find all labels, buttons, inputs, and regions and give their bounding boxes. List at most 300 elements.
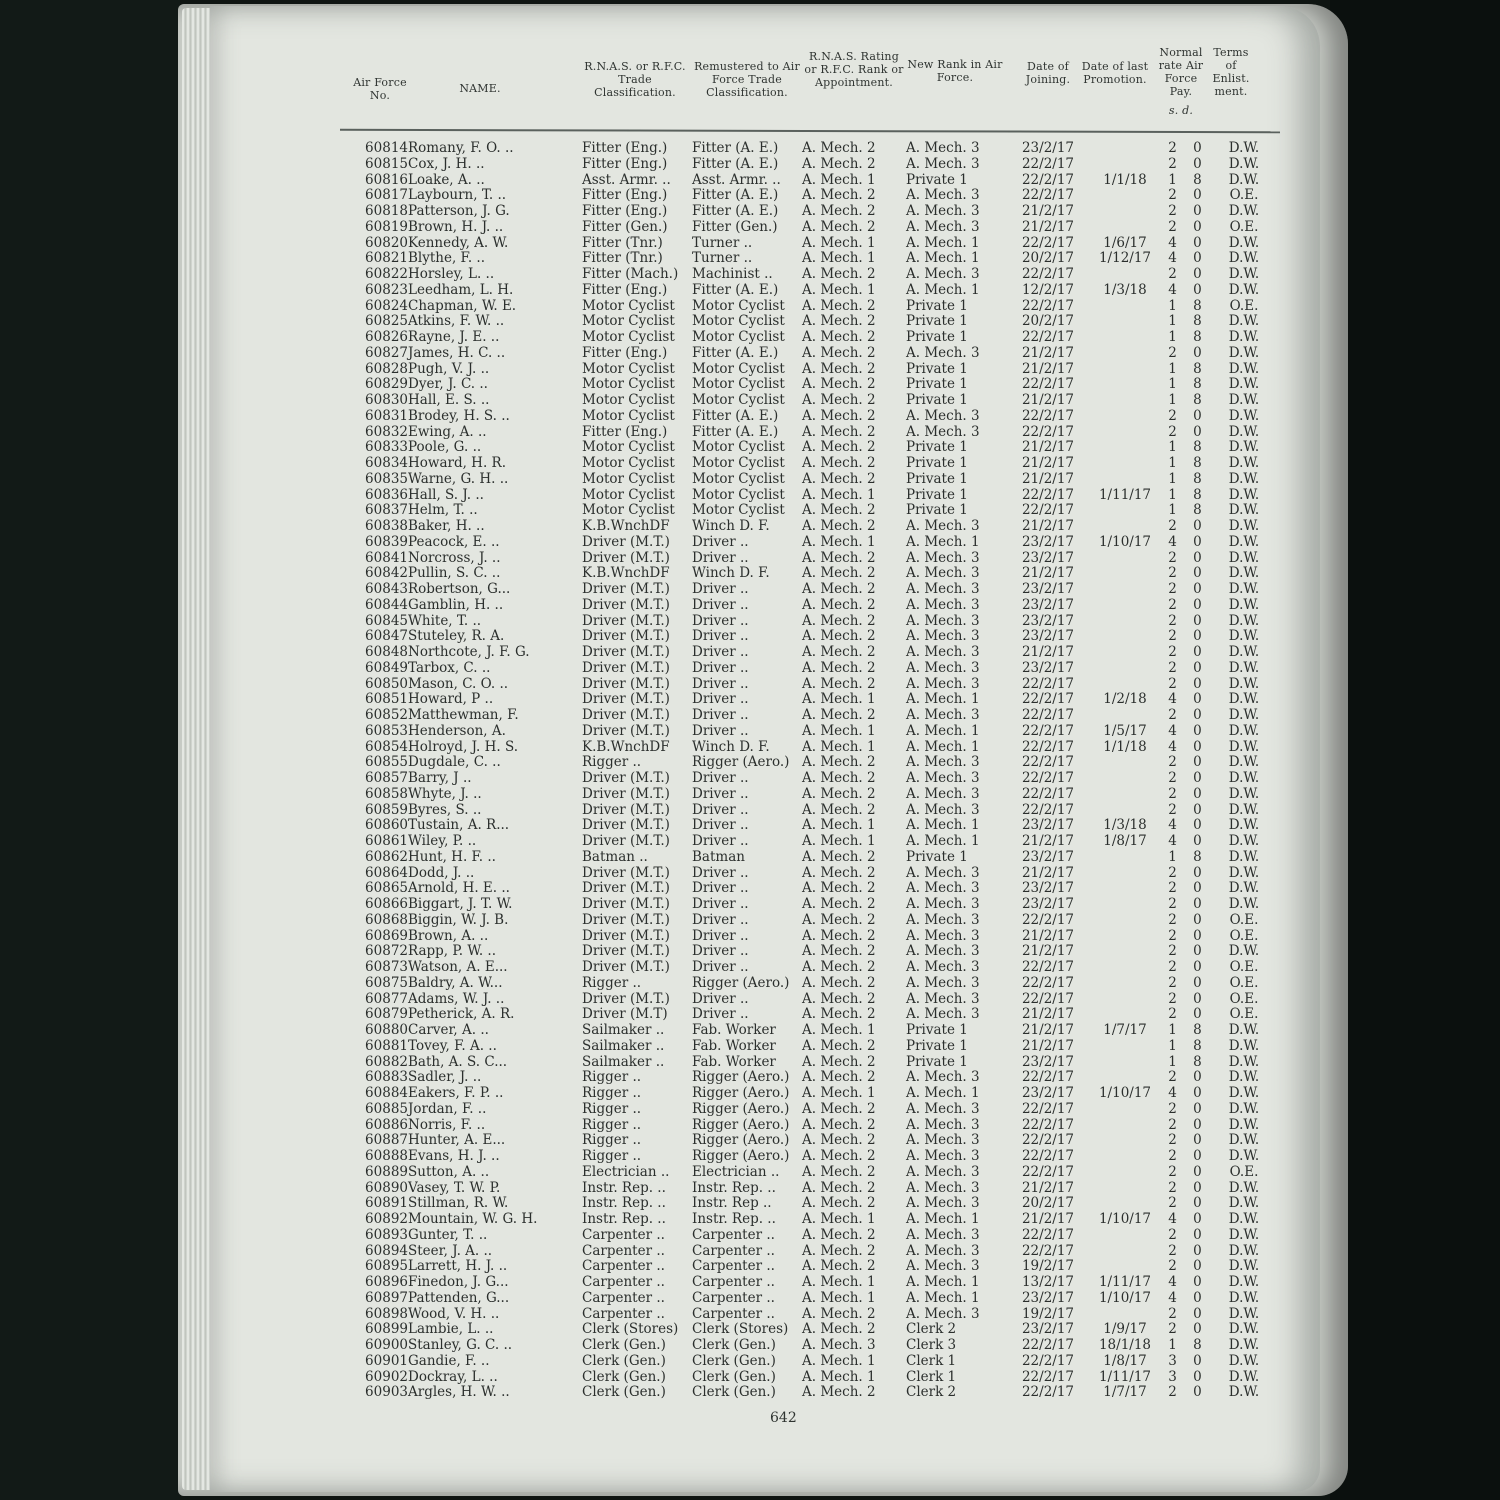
table-row [210, 1022, 1320, 1038]
cell-name: Matthewman, F. [408, 707, 519, 723]
cell-no: 60896 [365, 1274, 408, 1290]
cell-no: 60842 [365, 565, 408, 582]
cell-no: 60828 [365, 360, 408, 377]
cell-pay: 1 8 [1168, 171, 1208, 188]
cell-terms: D.W. [1228, 880, 1260, 897]
table-row [210, 156, 1320, 172]
cell-date-joining: 23/2/17 [1021, 596, 1075, 613]
cell-new-rank: A. Mech. 3 [906, 549, 980, 566]
cell-pay: 2 0 [1168, 974, 1208, 991]
cell-new-rank: Private 1 [906, 329, 968, 345]
cell-pay: 2 0 [1168, 1179, 1208, 1196]
cell-trade: K.B.WnchDF [582, 518, 670, 534]
cell-rating: A. Mech. 3 [802, 1337, 876, 1353]
cell-rating: A. Mech. 2 [802, 1321, 876, 1338]
cell-pay: 4 0 [1168, 250, 1208, 267]
cell-pay: 2 0 [1168, 218, 1208, 235]
cell-trade: Carpenter .. [582, 1274, 665, 1290]
cell-trade: Motor Cyclist [582, 455, 675, 471]
cell-pay: 2 0 [1168, 943, 1208, 960]
cell-rating: A. Mech. 1 [802, 533, 876, 550]
cell-no: 60887 [365, 1132, 408, 1149]
cell-rating: A. Mech. 1 [802, 1085, 876, 1101]
cell-name: Tarbox, C. .. [408, 659, 491, 676]
cell-pay: 3 0 [1168, 1352, 1208, 1369]
cell-name: Robertson, G... [408, 581, 511, 597]
cell-new-rank: A. Mech. 1 [906, 234, 980, 251]
cell-new-rank: A. Mech. 3 [906, 1132, 980, 1149]
cell-rating: A. Mech. 1 [802, 1368, 876, 1385]
cell-name: Patterson, J. G. [408, 203, 510, 219]
cell-new-rank: Clerk 1 [906, 1352, 957, 1369]
cell-trade: Driver (M.T.) [582, 880, 670, 897]
cell-date-joining: 21/2/17 [1021, 439, 1075, 456]
cell-remustered: Fitter (A. E.) [692, 140, 779, 156]
table-row [210, 1258, 1320, 1274]
cell-date-promotion: 1/8/17 [1103, 833, 1147, 849]
cell-name: Finedon, J. G... [408, 1274, 509, 1290]
cell-no: 60855 [365, 754, 408, 771]
cell-name: Tovey, F. A. .. [408, 1037, 497, 1054]
cell-date-promotion: 1/2/18 [1103, 691, 1147, 708]
cell-remustered: Motor Cyclist [692, 376, 785, 393]
cell-date-joining: 23/2/17 [1021, 659, 1075, 676]
cell-pay: 1 8 [1168, 376, 1208, 393]
cell-new-rank: Clerk 2 [906, 1384, 957, 1401]
cell-no: 60880 [365, 1022, 408, 1038]
cell-trade: Driver (M.T.) [582, 691, 670, 708]
cell-no: 60822 [365, 266, 408, 282]
cell-no: 60830 [365, 392, 408, 408]
cell-terms: O.E. [1229, 974, 1259, 991]
ledger-page [210, 6, 1320, 1492]
table-row [210, 865, 1320, 881]
cell-remustered: Motor Cyclist [692, 486, 785, 503]
cell-no: 60859 [365, 801, 408, 818]
cell-pay: 4 0 [1168, 234, 1208, 251]
cell-no: 60900 [365, 1337, 408, 1353]
cell-no: 60884 [365, 1085, 408, 1101]
table-row [210, 1353, 1320, 1369]
cell-trade: Rigger .. [582, 1116, 642, 1133]
cell-date-joining: 22/2/17 [1021, 266, 1075, 282]
cell-trade: Sailmaker .. [582, 1053, 665, 1070]
cell-rating: A. Mech. 2 [802, 455, 876, 471]
cell-date-promotion: 1/1/18 [1103, 738, 1147, 755]
cell-pay: 2 0 [1168, 612, 1208, 629]
table-row [210, 172, 1320, 188]
cell-name: Bath, A. S. C... [408, 1053, 508, 1070]
cell-remustered: Driver .. [692, 628, 749, 645]
cell-remustered: Motor Cyclist [692, 360, 785, 377]
cell-date-promotion: 1/7/17 [1103, 1022, 1147, 1038]
table-row [210, 770, 1320, 786]
cell-rating: A. Mech. 2 [802, 801, 876, 818]
cell-date-joining: 22/2/17 [1021, 329, 1075, 345]
cell-date-joining: 23/2/17 [1021, 549, 1075, 566]
table-row [210, 298, 1320, 314]
cell-rating: A. Mech. 1 [802, 722, 876, 739]
cell-remustered: Driver .. [692, 943, 749, 960]
cell-terms: D.W. [1228, 329, 1260, 345]
cell-no: 60866 [365, 896, 408, 912]
cell-remustered: Turner .. [692, 250, 753, 267]
table-row [210, 1337, 1320, 1353]
cell-new-rank: A. Mech. 3 [906, 911, 980, 928]
cell-rating: A. Mech. 2 [802, 974, 876, 991]
cell-pay: 1 8 [1168, 1053, 1208, 1070]
cell-remustered: Fitter (A. E.) [692, 423, 779, 440]
cell-rating: A. Mech. 2 [802, 203, 876, 219]
cell-pay: 1 8 [1168, 1037, 1208, 1054]
cell-pay: 4 0 [1168, 281, 1208, 298]
cell-terms: D.W. [1228, 234, 1260, 251]
cell-date-joining: 21/2/17 [1021, 1179, 1075, 1196]
cell-name: Loake, A. .. [408, 171, 485, 188]
cell-date-joining: 22/2/17 [1021, 738, 1075, 755]
cell-trade: Fitter (Eng.) [582, 423, 668, 440]
cell-remustered: Electrician .. [692, 1163, 780, 1180]
cell-remustered: Driver .. [692, 801, 749, 818]
cell-pay: 2 0 [1168, 155, 1208, 172]
cell-name: Blythe, F. .. [408, 250, 485, 267]
cell-rating: A. Mech. 2 [802, 659, 876, 676]
cell-date-joining: 22/2/17 [1021, 486, 1075, 503]
cell-remustered: Driver .. [692, 675, 749, 692]
table-row [210, 691, 1320, 707]
cell-name: Tustain, A. R... [408, 817, 510, 834]
cell-rating: A. Mech. 2 [802, 1069, 876, 1086]
cell-rating: A. Mech. 1 [802, 1022, 876, 1038]
cell-new-rank: Private 1 [906, 848, 968, 865]
cell-remustered: Driver .. [692, 785, 749, 802]
cell-date-joining: 22/2/17 [1021, 801, 1075, 818]
cell-no: 60819 [365, 218, 408, 235]
cell-name: Biggart, J. T. W. [408, 896, 513, 912]
cell-remustered: Rigger (Aero.) [692, 1085, 790, 1101]
cell-terms: D.W. [1228, 628, 1260, 645]
cell-trade: Driver (M.T.) [582, 911, 670, 928]
cell-terms: D.W. [1228, 1037, 1260, 1054]
cell-name: Horsley, L. .. [408, 266, 495, 282]
cell-new-rank: A. Mech. 3 [906, 187, 980, 204]
cell-no: 60826 [365, 329, 408, 345]
cell-remustered: Driver .. [692, 722, 749, 739]
cell-name: Brodey, H. S. .. [408, 407, 510, 424]
cell-date-promotion: 1/5/17 [1103, 722, 1147, 739]
cell-name: Steer, J. A. .. [408, 1242, 493, 1259]
table-row [210, 266, 1320, 282]
cell-name: Howard, H. R. [408, 455, 506, 471]
cell-trade: Rigger .. [582, 1148, 642, 1164]
cell-name: Larrett, H. J. .. [408, 1258, 508, 1275]
cell-no: 60892 [365, 1211, 408, 1227]
cell-date-joining: 22/2/17 [1021, 1352, 1075, 1369]
cell-trade: Clerk (Gen.) [582, 1368, 666, 1385]
table-row [210, 534, 1320, 550]
table-row [210, 1306, 1320, 1322]
cell-pay: 2 0 [1168, 1163, 1208, 1180]
cell-name: Holroyd, J. H. S. [408, 738, 519, 755]
cell-date-joining: 22/2/17 [1021, 1368, 1075, 1385]
cell-name: Barry, J .. [408, 770, 472, 786]
cell-trade: Rigger .. [582, 974, 642, 991]
cell-trade: Fitter (Mach.) [582, 266, 679, 282]
cell-new-rank: A. Mech. 3 [906, 754, 980, 771]
table-row [210, 628, 1320, 644]
cell-terms: D.W. [1228, 612, 1260, 629]
header-remustered: Remustered to Air Force Trade Classification. [694, 60, 800, 99]
cell-terms: D.W. [1228, 171, 1260, 188]
table-row [210, 1290, 1320, 1306]
cell-trade: Fitter (Eng.) [582, 187, 668, 204]
table-row [210, 581, 1320, 597]
cell-no: 60816 [365, 171, 408, 188]
cell-no: 60818 [365, 203, 408, 219]
cell-no: 60862 [365, 848, 408, 865]
cell-new-rank: Private 1 [906, 439, 968, 456]
cell-trade: K.B.WnchDF [582, 565, 670, 582]
cell-name: Northcote, J. F. G. [408, 644, 530, 660]
cell-trade: Instr. Rep. .. [582, 1211, 666, 1227]
cell-pay: 2 0 [1168, 675, 1208, 692]
cell-rating: A. Mech. 2 [802, 344, 876, 361]
cell-no: 60832 [365, 423, 408, 440]
cell-new-rank: A. Mech. 1 [906, 817, 980, 834]
cell-pay: 2 0 [1168, 659, 1208, 676]
cell-date-joining: 21/2/17 [1021, 864, 1075, 881]
cell-trade: Driver (M.T.) [582, 990, 670, 1007]
cell-no: 60837 [365, 502, 408, 519]
table-row [210, 187, 1320, 203]
cell-trade: Driver (M.T.) [582, 659, 670, 676]
cell-new-rank: A. Mech. 3 [906, 770, 980, 786]
cell-trade: Electrician .. [582, 1163, 670, 1180]
cell-date-joining: 22/2/17 [1021, 423, 1075, 440]
header-name: NAME. [459, 82, 501, 95]
cell-no: 60891 [365, 1195, 408, 1212]
cell-remustered: Instr. Rep. .. [692, 1211, 776, 1227]
cell-no: 60834 [365, 455, 408, 471]
cell-pay: 2 0 [1168, 1116, 1208, 1133]
cell-trade: Driver (M.T.) [582, 707, 670, 723]
cell-remustered: Driver .. [692, 927, 749, 944]
table-row [210, 471, 1320, 487]
cell-terms: D.W. [1228, 848, 1260, 865]
cell-terms: D.W. [1228, 675, 1260, 692]
cell-date-joining: 22/2/17 [1021, 770, 1075, 786]
cell-name: Ewing, A. .. [408, 423, 487, 440]
table-row [210, 1006, 1320, 1022]
cell-trade: Fitter (Eng.) [582, 281, 668, 298]
cell-trade: Driver (M.T) [582, 1006, 668, 1023]
cell-no: 60873 [365, 959, 408, 975]
cell-remustered: Motor Cyclist [692, 392, 785, 408]
cell-trade: Motor Cyclist [582, 360, 675, 377]
cell-date-joining: 23/2/17 [1021, 533, 1075, 550]
cell-terms: D.W. [1228, 470, 1260, 487]
cell-rating: A. Mech. 2 [802, 628, 876, 645]
cell-no: 60881 [365, 1037, 408, 1054]
cell-new-rank: Private 1 [906, 360, 968, 377]
cell-terms: D.W. [1228, 250, 1260, 267]
cell-no: 60872 [365, 943, 408, 960]
cell-pay: 4 0 [1168, 1289, 1208, 1306]
cell-pay: 2 0 [1168, 187, 1208, 204]
table-row [210, 880, 1320, 896]
cell-trade: Driver (M.T.) [582, 612, 670, 629]
cell-new-rank: A. Mech. 3 [906, 864, 980, 881]
cell-no: 60845 [365, 612, 408, 629]
cell-rating: A. Mech. 1 [802, 234, 876, 251]
table-row [210, 644, 1320, 660]
cell-remustered: Motor Cyclist [692, 329, 785, 345]
table-row [210, 959, 1320, 975]
cell-pay: 3 0 [1168, 1368, 1208, 1385]
cell-terms: D.W. [1228, 376, 1260, 393]
cell-name: Evans, H. J. .. [408, 1148, 500, 1164]
table-row [210, 1243, 1320, 1259]
cell-remustered: Fitter (A. E.) [692, 281, 779, 298]
cell-new-rank: A. Mech. 3 [906, 990, 980, 1007]
cell-no: 60823 [365, 281, 408, 298]
cell-no: 60861 [365, 833, 408, 849]
cell-rating: A. Mech. 2 [802, 927, 876, 944]
cell-no: 60888 [365, 1148, 408, 1164]
cell-date-promotion: 18/1/18 [1098, 1337, 1152, 1353]
cell-name: Whyte, J. .. [408, 785, 482, 802]
cell-remustered: Driver .. [692, 911, 749, 928]
cell-terms: D.W. [1228, 1179, 1260, 1196]
table-row [210, 361, 1320, 377]
cell-remustered: Carpenter .. [692, 1305, 775, 1322]
cell-rating: A. Mech. 2 [802, 518, 876, 534]
cell-pay: 2 0 [1168, 565, 1208, 582]
cell-pay: 2 0 [1168, 549, 1208, 566]
cell-name: Lambie, L. .. [408, 1321, 494, 1338]
cell-rating: A. Mech. 2 [802, 360, 876, 377]
cell-terms: D.W. [1228, 691, 1260, 708]
cell-pay: 2 0 [1168, 1195, 1208, 1212]
table-row [210, 1195, 1320, 1211]
cell-trade: Motor Cyclist [582, 313, 675, 330]
table-row [210, 550, 1320, 566]
table-row [210, 991, 1320, 1007]
cell-pay: 2 0 [1168, 1069, 1208, 1086]
table-row [210, 329, 1320, 345]
cell-new-rank: A. Mech. 3 [906, 974, 980, 991]
cell-new-rank: A. Mech. 3 [906, 1148, 980, 1164]
cell-date-joining: 23/2/17 [1021, 817, 1075, 834]
cell-rating: A. Mech. 2 [802, 187, 876, 204]
cell-new-rank: A. Mech. 3 [906, 1195, 980, 1212]
cell-pay: 2 0 [1168, 785, 1208, 802]
cell-name: Adams, W. J. .. [408, 990, 505, 1007]
cell-new-rank: Clerk 1 [906, 1368, 957, 1385]
cell-pay: 1 8 [1168, 439, 1208, 456]
cell-new-rank: A. Mech. 1 [906, 1085, 980, 1101]
cell-new-rank: Private 1 [906, 486, 968, 503]
table-row [210, 345, 1320, 361]
cell-name: Dodd, J. .. [408, 864, 475, 881]
cell-name: Pattenden, G... [408, 1289, 510, 1306]
cell-rating: A. Mech. 2 [802, 1053, 876, 1070]
cell-pay: 2 0 [1168, 1242, 1208, 1259]
cell-trade: Clerk (Gen.) [582, 1352, 666, 1369]
cell-remustered: Driver .. [692, 1006, 749, 1023]
cell-remustered: Fitter (A. E.) [692, 187, 779, 204]
cell-terms: O.E. [1229, 959, 1259, 975]
cell-name: Hall, S. J. .. [408, 486, 484, 503]
cell-no: 60821 [365, 250, 408, 267]
cell-terms: D.W. [1228, 533, 1260, 550]
cell-no: 60858 [365, 785, 408, 802]
header-date-joining: Date of Joining. [1025, 60, 1071, 86]
cell-date-promotion: 1/6/17 [1103, 234, 1147, 251]
cell-date-joining: 23/2/17 [1021, 581, 1075, 597]
cell-trade: Batman .. [582, 848, 648, 865]
cell-remustered: Rigger (Aero.) [692, 974, 790, 991]
cell-date-joining: 22/2/17 [1021, 155, 1075, 172]
cell-terms: D.W. [1228, 596, 1260, 613]
cell-name: Jordan, F. .. [408, 1100, 487, 1117]
cell-no: 60877 [365, 990, 408, 1007]
cell-remustered: Motor Cyclist [692, 297, 785, 314]
cell-date-joining: 22/2/17 [1021, 691, 1075, 708]
cell-rating: A. Mech. 1 [802, 1352, 876, 1369]
cell-new-rank: A. Mech. 3 [906, 1006, 980, 1023]
cell-pay: 4 0 [1168, 533, 1208, 550]
background-left [0, 0, 180, 1500]
cell-date-joining: 21/2/17 [1021, 470, 1075, 487]
cell-terms: D.W. [1228, 738, 1260, 755]
cell-terms: D.W. [1228, 770, 1260, 786]
cell-trade: Fitter (Tnr.) [582, 250, 663, 267]
cell-pay: 2 0 [1168, 707, 1208, 723]
table-row [210, 1132, 1320, 1148]
cell-no: 60850 [365, 675, 408, 692]
cell-rating: A. Mech. 2 [802, 1242, 876, 1259]
cell-rating: A. Mech. 2 [802, 266, 876, 282]
cell-name: Baldry, A. W... [408, 974, 503, 991]
table-row [210, 943, 1320, 959]
cell-name: Peacock, E. .. [408, 533, 500, 550]
cell-terms: D.W. [1228, 344, 1260, 361]
cell-pay: 4 0 [1168, 1274, 1208, 1290]
cell-pay: 2 0 [1168, 1321, 1208, 1338]
cell-name: Baker, H. .. [408, 518, 485, 534]
cell-trade: Carpenter .. [582, 1258, 665, 1275]
cell-rating: A. Mech. 2 [802, 1100, 876, 1117]
cell-rating: A. Mech. 1 [802, 817, 876, 834]
table-row [210, 140, 1320, 156]
table-row [210, 424, 1320, 440]
cell-terms: D.W. [1228, 817, 1260, 834]
cell-name: Stanley, G. C. .. [408, 1337, 513, 1353]
cell-trade: Rigger .. [582, 1132, 642, 1149]
cell-no: 60815 [365, 155, 408, 172]
cell-rating: A. Mech. 1 [802, 1274, 876, 1290]
cell-trade: Driver (M.T.) [582, 896, 670, 912]
table-row [210, 565, 1320, 581]
cell-pay: 2 0 [1168, 880, 1208, 897]
cell-date-joining: 22/2/17 [1021, 959, 1075, 975]
table-row [210, 849, 1320, 865]
cell-rating: A. Mech. 2 [802, 880, 876, 897]
cell-no: 60820 [365, 234, 408, 251]
cell-pay: 2 0 [1168, 864, 1208, 881]
cell-rating: A. Mech. 2 [802, 911, 876, 928]
